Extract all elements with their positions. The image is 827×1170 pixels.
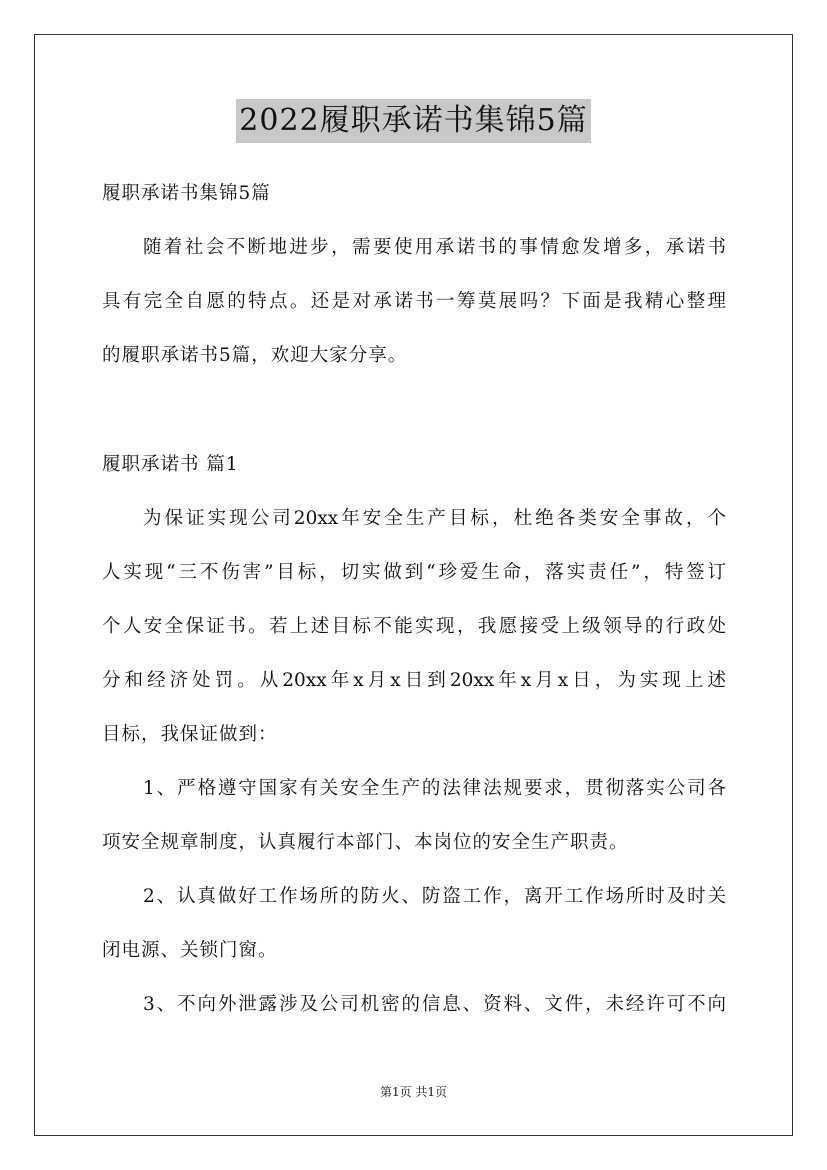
document-subtitle: 履职承诺书集锦5篇 [102,183,271,204]
body-line: 分和经济处罚。从20xx年x月x日到20xx年x月x日，为实现上述 [102,670,726,691]
intro-line: 具有完全自愿的特点。还是对承诺书一筹莫展吗？下面是我精心整理 [102,291,726,312]
body-line: 2、认真做好工作场所的防火、防盗工作，离开工作场所时及时关 [143,886,726,907]
intro-line: 随着社会不断地进步，需要使用承诺书的事情愈发增多，承诺书 [143,237,726,258]
body-line: 项安全规章制度，认真履行本部门、本岗位的安全生产职责。 [102,832,629,853]
document-title: 2022履职承诺书集锦5篇 [236,99,590,143]
body-line: 闭电源、关锁门窗。 [102,940,278,961]
page-footer: 第1页 共1页 [379,1085,448,1099]
intro-line: 的履职承诺书5篇，欢迎大家分享。 [102,345,408,366]
title-container [0,99,827,143]
body-line: 个人安全保证书。若上述目标不能实现，我愿接受上级领导的行政处 [102,616,726,637]
section-heading: 履职承诺书 篇1 [102,454,239,475]
body-line: 1、严格遵守国家有关安全生产的法律法规要求，贯彻落实公司各 [143,778,726,799]
body-line: 目标，我保证做到： [102,724,278,745]
body-line: 人实现“三不伤害”目标，切实做到“珍爱生命，落实责任”，特签订 [102,562,726,583]
body-line: 为保证实现公司20xx年安全生产目标，杜绝各类安全事故，个 [143,508,726,529]
body-line: 3、不向外泄露涉及公司机密的信息、资料、文件，未经许可不向 [143,994,726,1015]
